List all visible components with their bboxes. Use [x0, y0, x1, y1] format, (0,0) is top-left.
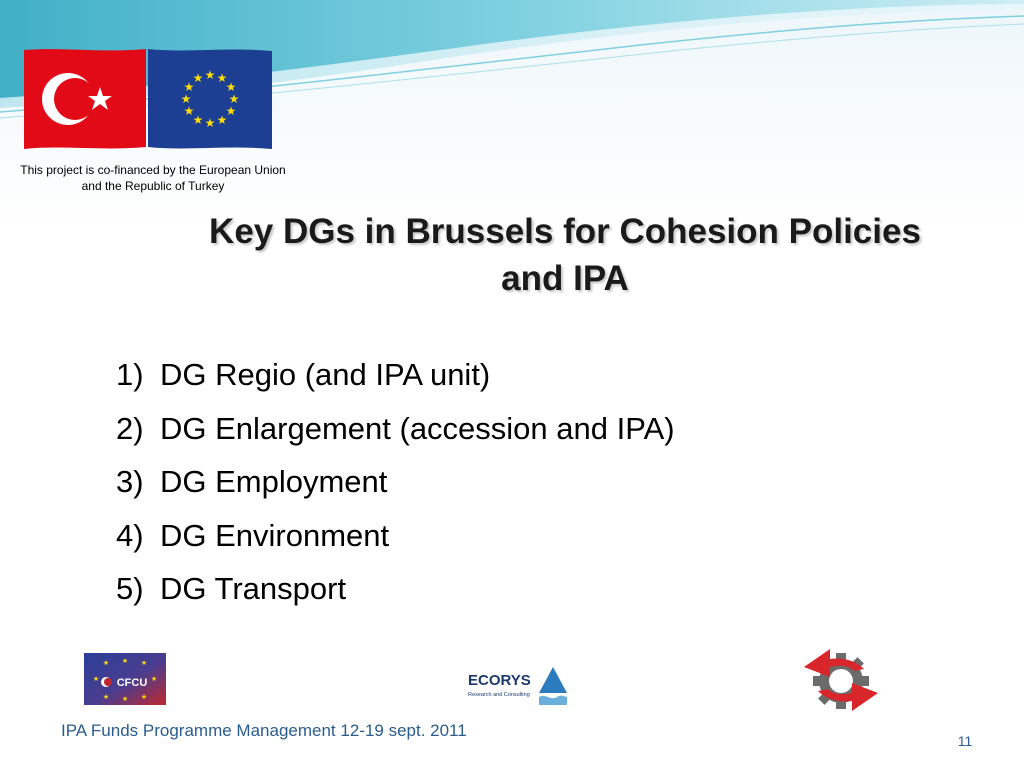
list-item-text: DG Regio (and IPA unit)	[160, 357, 491, 392]
svg-text:★: ★	[225, 104, 237, 118]
svg-text:★: ★	[92, 675, 100, 683]
svg-text:★: ★	[121, 657, 129, 665]
list-item-text: DG Environment	[160, 517, 390, 553]
page-number: 11	[957, 733, 973, 749]
svg-text:★: ★	[121, 695, 129, 703]
list-item-number: 1)	[116, 357, 144, 392]
svg-text:★: ★	[204, 116, 216, 130]
footer-text: IPA Funds Programme Management 12-19 sept. 2011	[61, 721, 467, 740]
svg-text:★: ★	[140, 693, 148, 701]
cfcu-logo	[84, 653, 166, 705]
list-item	[116, 348, 675, 402]
dg-list	[116, 348, 675, 616]
ecorys-sublabel: Research and Consulting	[468, 692, 530, 698]
list-item-number: 5)	[116, 571, 144, 606]
svg-text:★: ★	[216, 113, 228, 127]
list-item-text: DG Enlargement (accession and IPA)	[160, 410, 675, 446]
list-item	[116, 455, 675, 509]
svg-text:★: ★	[216, 71, 228, 85]
list-item-number: 2)	[116, 410, 144, 446]
svg-text:★: ★	[150, 675, 158, 683]
svg-text:★: ★	[183, 104, 195, 118]
svg-text:★: ★	[102, 693, 110, 701]
list-item-number: 3)	[116, 464, 144, 499]
svg-text:★: ★	[102, 659, 110, 667]
ecorys-label: ECORYS	[468, 672, 531, 689]
list-item-number: 4)	[116, 517, 144, 553]
list-item	[116, 509, 675, 563]
svg-text:★: ★	[225, 80, 237, 94]
svg-text:★: ★	[192, 113, 204, 127]
cfcu-label: CFCU	[116, 677, 148, 689]
svg-text:★: ★	[183, 80, 195, 94]
svg-text:★: ★	[228, 92, 240, 106]
svg-text:★: ★	[140, 659, 148, 667]
slide-title: Key DGs in Brussels for Cohesion Policies and IPA	[209, 212, 921, 298]
gear-arrows-logo	[800, 645, 882, 715]
svg-text:★: ★	[180, 92, 192, 106]
svg-text:★: ★	[192, 71, 204, 85]
ecorys-logo	[465, 661, 570, 711]
flags	[22, 47, 274, 152]
list-item-text: DG Employment	[160, 464, 388, 499]
list-item	[116, 562, 675, 616]
eu-flag-icon	[148, 49, 272, 149]
turkey-flag-icon	[24, 49, 146, 149]
svg-text:★: ★	[204, 68, 216, 82]
cofinance-note: This project is co-financed by the European Union and the Republic of Turkey	[20, 163, 286, 193]
list-item-text: DG Transport	[160, 571, 347, 606]
list-item	[116, 402, 675, 456]
